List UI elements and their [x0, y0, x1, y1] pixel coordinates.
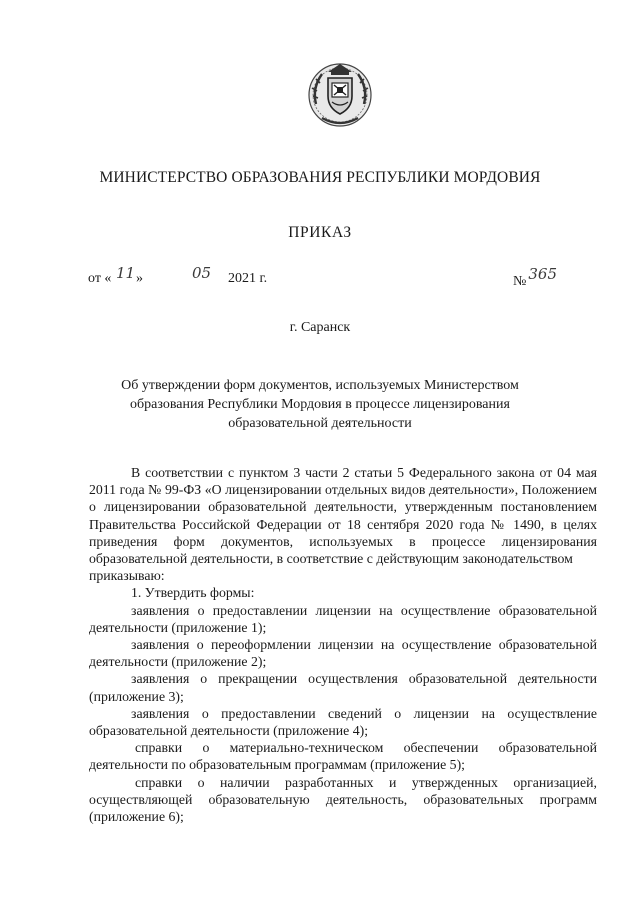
date-prefix: от «: [88, 271, 112, 286]
intro-paragraph: В соответствии с пунктом 3 части 2 статьи 5 Федерального закона от 04 мая 2011 года № 99-ФЗ «О лицензировании отдельных видов деятельности», Положением о лицензировании образовательной деятельности, утвержденным постановлением Правительства Российской Федерации от 18 сентября 2020 года № 1490, в целях приведения форм документов, используемых в процессе лицензирования образовательной деятельности, в соответствие с действующим законодательством: [89, 465, 597, 567]
item-1: 1. Утвердить формы:: [131, 585, 255, 601]
date-day: 11: [116, 264, 136, 282]
coat-of-arms-emblem: [304, 58, 376, 130]
document-title: Об утверждении форм документов, используемых Министерством образования Республики Мордовия в процессе лицензирования образовательной деятельности: [121, 378, 519, 431]
order-word: приказываю:: [89, 568, 165, 584]
date-year: 2021 г.: [228, 271, 268, 286]
form-item: заявления о предоставлении лицензии на осуществление образовательной деятельности (приложение 1);: [89, 602, 597, 635]
date-month: 05: [192, 264, 212, 282]
number-value: 365: [528, 265, 557, 283]
document-type: ПРИКАЗ: [288, 224, 352, 241]
ministry-name: МИНИСТЕРСТВО ОБРАЗОВАНИЯ РЕСПУБЛИКИ МОРДОВИЯ: [99, 169, 541, 186]
city: г. Саранск: [289, 320, 351, 335]
date-quote-close: »: [136, 271, 143, 286]
order-number: [513, 265, 557, 290]
form-item: заявления о переоформлении лицензии на осуществление образовательной деятельности (приложение 2);: [89, 637, 597, 670]
form-item: заявления о прекращении осуществления образовательной деятельности (приложение 3);: [89, 671, 597, 704]
number-label: №: [513, 274, 527, 289]
emblem-icon: [304, 58, 376, 130]
form-item: заявления о предоставлении сведений о лицензии на осуществление образовательной деятельности (приложение 4);: [89, 705, 597, 739]
form-item: справки о наличии разработанных и утвержденных организацией, осуществляющей образовательную деятельность, образовательных программ (приложение 6);: [89, 774, 597, 825]
form-item: справки о материально-техническом обеспечении образовательной деятельности по образовательным программам (приложение 5);: [89, 740, 597, 773]
document-body: [89, 464, 597, 825]
